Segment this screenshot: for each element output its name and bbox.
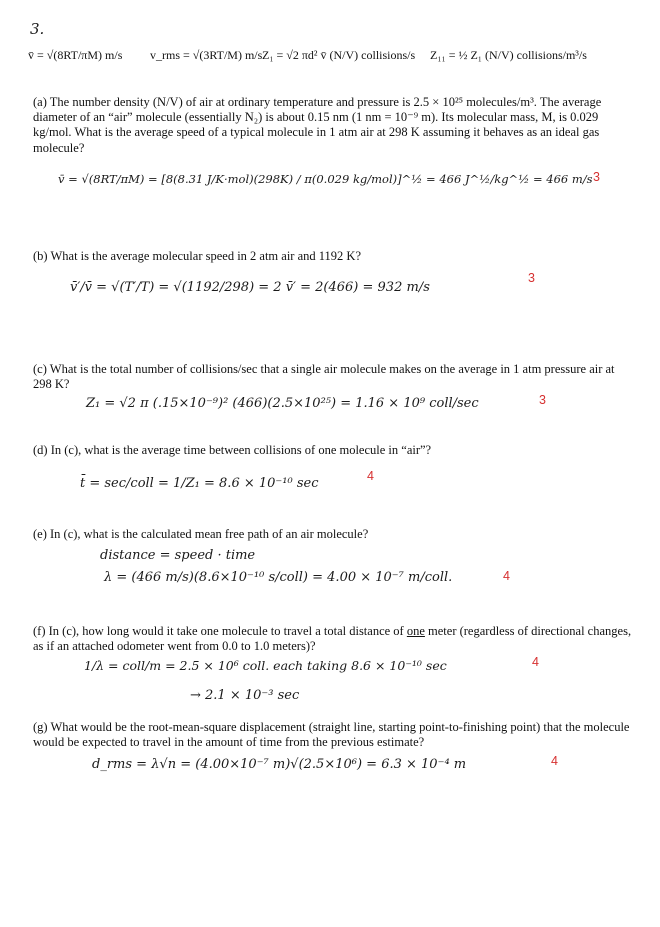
score-a: 3 [593,170,600,184]
work-e-2: λ = (466 m/s)(8.6×10⁻¹⁰ s/coll) = 4.00 × 10⁻⁷ m/coll. [104,570,453,585]
score-f: 4 [532,655,539,669]
question-e: (e) In (c), what is the calculated mean free path of an air molecule? [33,527,369,541]
question-f-pre: (f) In (c), how long would it take one molecule to travel a total distance of [33,624,407,638]
question-a: (a) The number density (N/V) of air at ordinary temperature and pressure is 2.5 × 10²⁵ molecules/m³. The average diameter of an “air” molecule (essentially N₂) is about 0.15 nm (1 nm = 10⁻⁹ m). Its molecular mass, M, is 0.029 kg/mol. What is the average speed of a typical molecule in 1 atm air at 298 K assuming it behaves as an ideal gas molecule? [33,95,602,155]
work-f-1: 1/λ = coll/m = 2.5 × 10⁶ coll. each taking 8.6 × 10⁻¹⁰ sec [84,658,447,673]
work-d: t̄ = sec/coll = 1/Z₁ = 8.6 × 10⁻¹⁰ sec [80,476,319,491]
work-a: v̄ = √(8RT/πM) = [8(8.31 J/K·mol)(298K) / π(0.029 kg/mol)]^½ = 466 J^½/kg^½ = 466 m/s [58,172,593,186]
work-f-2: → 2.1 × 10⁻³ sec [190,688,300,703]
work-b: v̄′/v̄ = √(T′/T) = √(1192/298) = 2 v̄′ = 2(466) = 932 m/s [70,280,430,295]
formula-vrms: v_rms = √(3RT/M) m/s [150,48,263,62]
score-g: 4 [551,754,558,768]
question-b: (b) What is the average molecular speed in 2 atm air and 1192 K? [33,249,362,263]
question-f-post: meter (regardless of directional changes, as if an attached odometer went from 0.0 to 1.0 meters)? [33,624,632,654]
question-f-underlined: one [406,624,425,638]
question-f [33,624,633,654]
score-d: 4 [367,469,374,483]
problem-number: 3. [30,20,45,38]
formula-vbar: v̄ = √(8RT/πM) m/s [28,48,123,62]
formula-z11: Z₁₁ = ½ Z₁ (N/V) collisions/m³/s [430,48,587,62]
score-b: 3 [528,271,535,285]
work-c: Z₁ = √2 π (.15×10⁻⁹)² (466)(2.5×10²⁵) = 1.16 × 10⁹ coll/sec [86,396,479,411]
score-c: 3 [539,393,546,407]
work-e-1: distance = speed · time [100,548,256,563]
question-d: (d) In (c), what is the average time between collisions of one molecule in “air”? [33,443,432,457]
question-g: (g) What would be the root-mean-square displacement (straight line, starting point-to-finishing point) that the molecule would be expected to travel in the amount of time from the previous estimate? [33,720,630,750]
score-e: 4 [503,569,510,583]
question-c: (c) What is the total number of collisions/sec that a single air molecule makes on the average in 1 atm pressure air at 298 K? [33,362,615,392]
work-g: d_rms = λ√n = (4.00×10⁻⁷ m)√(2.5×10⁶) = 6.3 × 10⁻⁴ m [92,757,467,772]
formula-z1: Z₁ = √2 πd² v̄ (N/V) collisions/s [262,48,416,62]
